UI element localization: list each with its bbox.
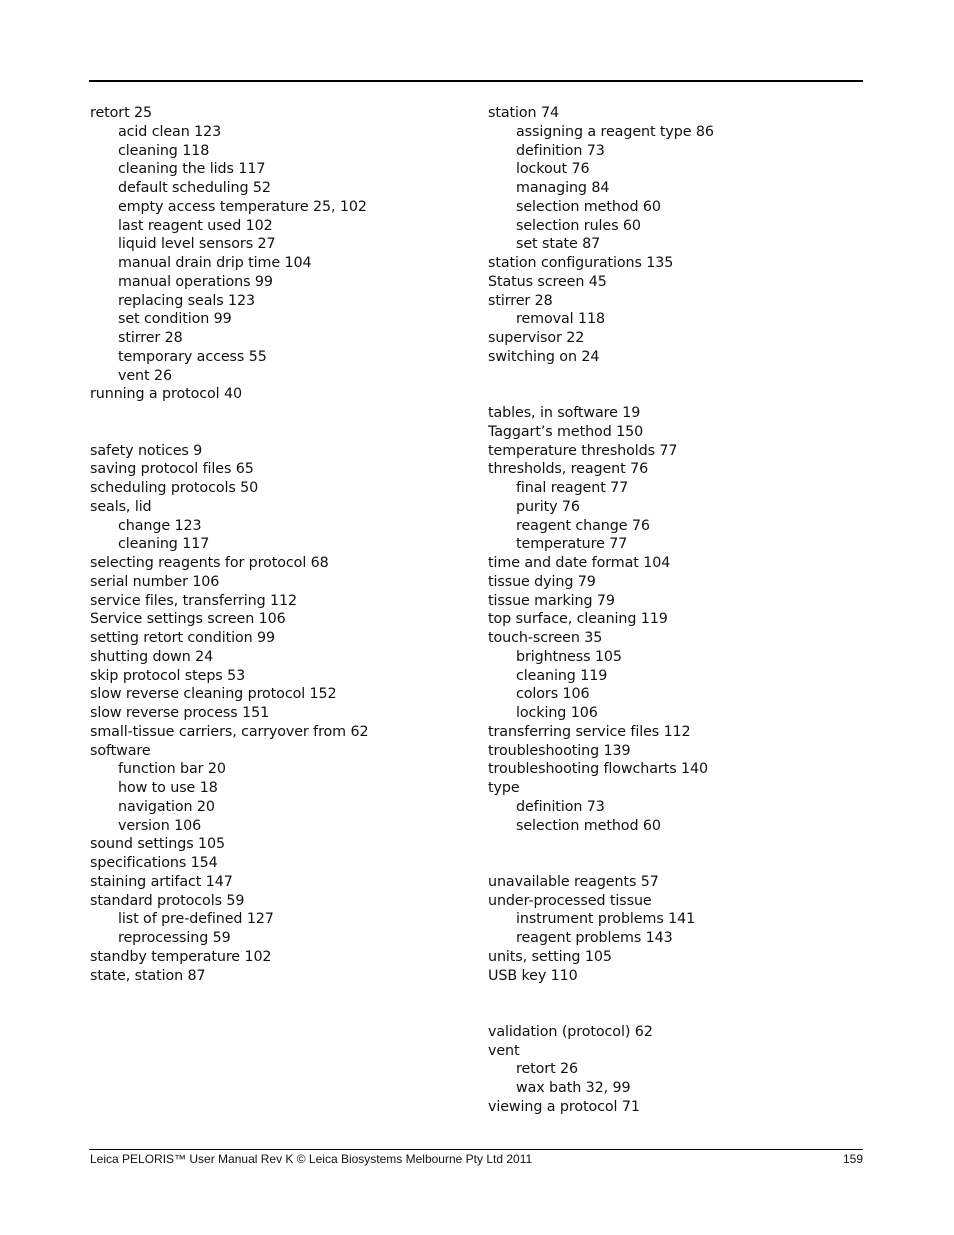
index-column-left <box>90 104 480 985</box>
index-subentry: cleaning the lids 117 <box>118 161 266 178</box>
index-entry: viewing a protocol 71 <box>488 1098 640 1115</box>
index-subentry: managing 84 <box>516 180 610 196</box>
index-subentry: default scheduling 52 <box>118 180 271 196</box>
index-subentry: empty access temperature 25, 102 <box>118 198 367 215</box>
index-entry: units, setting 105 <box>488 948 612 965</box>
index-column-right <box>488 104 878 1117</box>
index-entry: Service settings screen 106 <box>90 611 286 628</box>
index-subentry: change 123 <box>118 517 202 534</box>
index-subentry: replacing seals 123 <box>118 292 256 309</box>
index-subentry: removal 118 <box>516 311 605 328</box>
index-entry: tissue dying 79 <box>488 573 596 590</box>
index-entry: standard protocols 59 <box>90 892 245 909</box>
index-spacer <box>488 385 878 404</box>
index-entry: USB key 110 <box>488 967 578 984</box>
index-entry: slow reverse cleaning protocol 152 <box>90 686 337 703</box>
index-entry: tissue marking 79 <box>488 592 615 609</box>
index-subentry: colors 106 <box>516 686 590 703</box>
index-entry: scheduling protocols 50 <box>90 480 259 496</box>
index-entry: station 74 <box>488 105 559 121</box>
index-subentry: set condition 99 <box>118 311 232 328</box>
index-subentry: wax bath 32, 99 <box>516 1080 631 1096</box>
index-entry: stirrer 28 <box>488 292 553 309</box>
index-spacer <box>488 985 878 1004</box>
index-subentry: function bar 20 <box>118 761 226 778</box>
index-spacer <box>488 367 878 386</box>
index-entry: skip protocol steps 53 <box>90 667 246 684</box>
page-number: 159 <box>842 1152 863 1166</box>
index-entry: Status screen 45 <box>488 273 607 290</box>
index-entry: unavailable reagents 57 <box>488 873 659 890</box>
index-subentry: selection method 60 <box>516 198 661 215</box>
index-entry: top surface, cleaning 119 <box>488 611 668 628</box>
index-spacer <box>90 404 480 423</box>
index-entry: slow reverse process 151 <box>90 705 270 721</box>
index-entry: setting retort condition 99 <box>90 630 275 646</box>
index-subentry: manual operations 99 <box>118 273 273 290</box>
index-subentry: locking 106 <box>516 705 598 721</box>
index-entry: seals, lid <box>90 498 152 515</box>
footer-text: Leica PELORIS™ User Manual Rev K © Leica Biosystems Melbourne Pty Ltd 2011 <box>90 1152 533 1166</box>
index-entry: running a protocol 40 <box>90 386 242 403</box>
index-subentry: reagent problems 143 <box>516 930 673 946</box>
index-entry: serial number 106 <box>90 573 220 590</box>
index-spacer <box>488 835 878 854</box>
index-entry: switching on 24 <box>488 348 600 365</box>
index-entry: specifications 154 <box>90 855 218 871</box>
index-subentry: brightness 105 <box>516 648 622 665</box>
index-subentry: vent 26 <box>118 367 172 384</box>
index-subentry: selection method 60 <box>516 817 661 834</box>
header-rule <box>89 80 863 82</box>
index-subentry: how to use 18 <box>118 780 218 796</box>
index-subentry: purity 76 <box>516 498 580 515</box>
index-subentry: assigning a reagent type 86 <box>516 123 714 140</box>
index-subentry: cleaning 119 <box>516 667 608 684</box>
index-subentry: navigation 20 <box>118 798 215 815</box>
index-entry: type <box>488 780 520 796</box>
footer-rule <box>89 1149 863 1150</box>
index-subentry: acid clean 123 <box>118 123 222 140</box>
index-entry: supervisor 22 <box>488 330 585 346</box>
index-subentry: stirrer 28 <box>118 330 183 346</box>
index-entry: state, station 87 <box>90 967 206 984</box>
index-entry: tables, in software 19 <box>488 405 641 421</box>
index-entry: troubleshooting 139 <box>488 742 631 759</box>
index-entry: saving protocol files 65 <box>90 461 254 478</box>
index-entry: transferring service files 112 <box>488 723 691 740</box>
index-subentry: final reagent 77 <box>516 480 629 496</box>
index-spacer <box>488 854 878 873</box>
index-subentry: lockout 76 <box>516 161 590 178</box>
index-subentry: retort 26 <box>516 1061 579 1078</box>
index-spacer <box>488 1004 878 1023</box>
index-entry: touch-screen 35 <box>488 630 603 646</box>
index-subentry: list of pre-defined 127 <box>118 911 274 928</box>
index-entry: staining artifact 147 <box>90 873 233 890</box>
index-subentry: version 106 <box>118 817 202 834</box>
index-entry: thresholds, reagent 76 <box>488 461 649 478</box>
index-entry: station configurations 135 <box>488 255 674 271</box>
index-spacer <box>90 423 480 442</box>
index-entry: software <box>90 742 151 759</box>
index-subentry: liquid level sensors 27 <box>118 236 276 253</box>
index-subentry: manual drain drip time 104 <box>118 255 312 271</box>
index-entry: safety notices 9 <box>90 442 203 459</box>
index-subentry: definition 73 <box>516 142 605 159</box>
index-subentry: definition 73 <box>516 798 605 815</box>
index-subentry: cleaning 117 <box>118 536 210 553</box>
index-entry: time and date format 104 <box>488 555 671 571</box>
index-subentry: reagent change 76 <box>516 517 650 534</box>
index-subentry: temperature 77 <box>516 536 628 553</box>
index-entry: validation (protocol) 62 <box>488 1023 653 1040</box>
index-subentry: set state 87 <box>516 236 601 253</box>
index-entry: sound settings 105 <box>90 836 225 853</box>
index-entry: retort 25 <box>90 105 153 121</box>
index-entry: under-processed tissue <box>488 892 652 909</box>
index-subentry: temporary access 55 <box>118 348 267 365</box>
index-entry: small-tissue carriers, carryover from 62 <box>90 723 369 740</box>
index-entry: troubleshooting flowcharts 140 <box>488 761 708 778</box>
index-subentry: last reagent used 102 <box>118 217 273 234</box>
index-entry: vent <box>488 1042 520 1059</box>
index-entry: temperature thresholds 77 <box>488 442 678 459</box>
index-entry: selecting reagents for protocol 68 <box>90 555 329 571</box>
index-entry: Taggart’s method 150 <box>488 423 644 440</box>
index-subentry: cleaning 118 <box>118 142 210 159</box>
index-entry: service files, transferring 112 <box>90 592 297 609</box>
index-entry: shutting down 24 <box>90 648 214 665</box>
index-subentry: selection rules 60 <box>516 217 641 234</box>
index-entry: standby temperature 102 <box>90 948 272 965</box>
index-subentry: reprocessing 59 <box>118 930 231 946</box>
index-subentry: instrument problems 141 <box>516 911 696 928</box>
